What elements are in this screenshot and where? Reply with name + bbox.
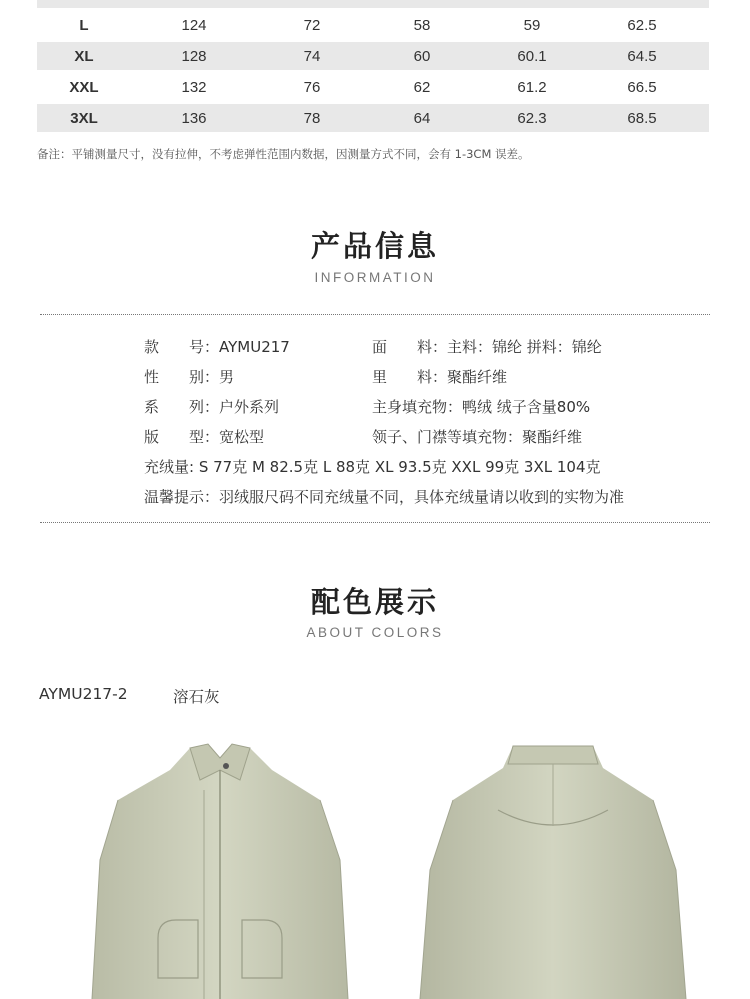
value-cell: 64 <box>413 109 431 127</box>
colors-title: 配色展示 <box>310 585 439 619</box>
info-label: 版 型： <box>144 428 220 446</box>
info-value: 户外系列 <box>219 398 280 416</box>
value-cell: 128 <box>181 47 207 65</box>
info-label: 里 料： <box>372 368 448 386</box>
size-cell: L <box>79 16 89 34</box>
value-cell: 62.5 <box>627 16 657 34</box>
info-collar-fill <box>372 426 582 447</box>
info-fabric <box>372 336 602 357</box>
variant-color-name: 溶石灰 <box>173 688 220 706</box>
variant-code: AYMU217-2 <box>39 685 128 703</box>
value-cell: 61.2 <box>517 78 547 96</box>
info-label: 主身填充物： <box>372 398 463 416</box>
info-value: AYMU217 <box>219 338 290 356</box>
info-style-no <box>144 336 290 357</box>
value-cell: 58 <box>413 16 431 34</box>
value-cell: 60 <box>413 47 431 65</box>
info-series <box>144 396 279 417</box>
info-value: 主料：锦纶 拼料：锦纶 <box>447 338 602 356</box>
info-gender <box>144 366 234 387</box>
size-table <box>37 0 709 135</box>
info-value: 鸭绒 绒子含量80% <box>462 398 591 416</box>
info-label: 系 列： <box>144 398 220 416</box>
info-tip: 温馨提示：羽绒服尺码不同充绒量不同，具体充绒量请以收到的实物为准 <box>144 488 625 506</box>
info-title: 产品信息 <box>310 229 439 263</box>
info-body-fill <box>372 396 590 417</box>
value-cell: 62.3 <box>517 109 547 127</box>
info-fill-amount: 充绒量: S 77克 M 82.5克 L 88克 XL 93.5克 XXL 99克 3XL 104克 <box>144 458 601 476</box>
info-label: 性 别： <box>144 368 220 386</box>
info-label: 面 料： <box>372 338 448 356</box>
table-row <box>37 73 709 101</box>
info-fit <box>144 426 264 447</box>
value-cell: 132 <box>181 78 207 96</box>
value-cell: 72 <box>303 16 321 34</box>
value-cell: 59 <box>523 16 541 34</box>
value-cell: 124 <box>181 16 207 34</box>
value-cell: 78 <box>303 109 321 127</box>
value-cell: 66.5 <box>627 78 657 96</box>
table-row <box>37 42 709 70</box>
divider-bottom <box>40 522 710 523</box>
info-value: 男 <box>219 368 235 386</box>
value-cell: 76 <box>303 78 321 96</box>
value-cell: 68.5 <box>627 109 657 127</box>
info-value: 聚酯纤维 <box>522 428 583 446</box>
jacket-back-image <box>408 730 698 999</box>
info-subtitle: INFORMATION <box>314 270 436 285</box>
value-cell: 60.1 <box>517 47 547 65</box>
info-label: 领子、门襟等填充物： <box>372 428 523 446</box>
colors-subtitle: ABOUT COLORS <box>306 625 444 640</box>
info-value: 聚酯纤维 <box>447 368 508 386</box>
value-cell: 136 <box>181 109 207 127</box>
info-value: 宽松型 <box>219 428 265 446</box>
info-label: 款 号： <box>144 338 220 356</box>
value-cell: 74 <box>303 47 321 65</box>
table-row <box>37 104 709 132</box>
size-cell: XL <box>74 47 94 65</box>
info-lining <box>372 366 507 387</box>
divider-top <box>40 314 710 315</box>
size-cell: 3XL <box>70 109 98 127</box>
value-cell: 64.5 <box>627 47 657 65</box>
table-row-partial <box>37 0 709 8</box>
table-row <box>37 11 709 39</box>
jacket-front-image <box>80 730 360 999</box>
value-cell: 62 <box>413 78 431 96</box>
size-cell: XXL <box>69 78 99 96</box>
size-note: 备注：平铺测量尺寸，没有拉伸，不考虑弹性范围内数据，因测量方式不同，会有 1-3CM 误差。 <box>37 147 530 161</box>
